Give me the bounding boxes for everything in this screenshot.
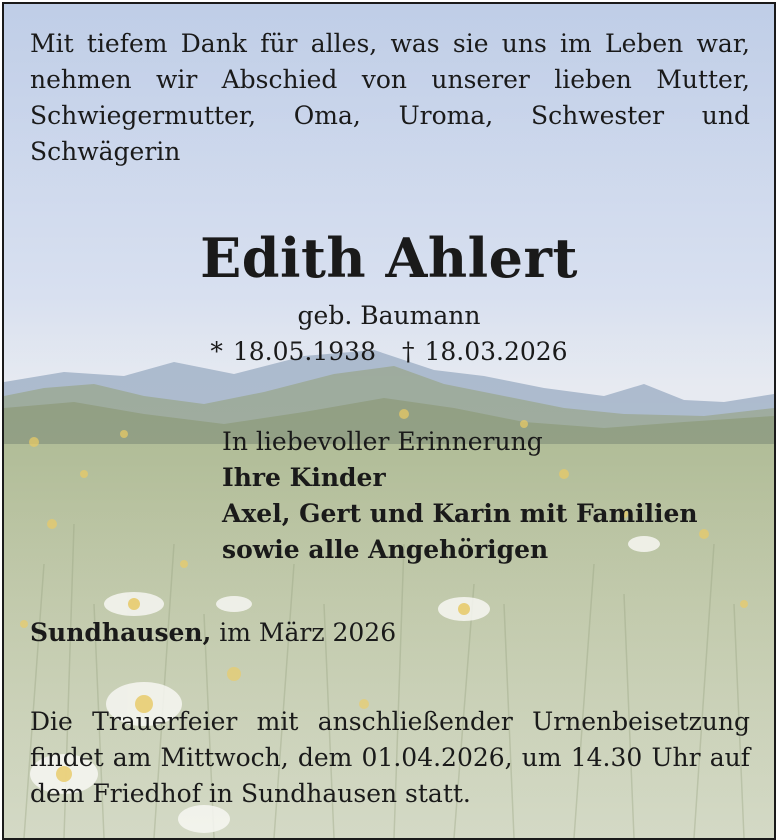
birth-date: * 18.05.1938 [210,337,376,366]
intro-text: Mit tiefem Dank für alles, was sie uns im Leben war, nehmen wir Abschied von unserer lieben Mutter, Schwiegermutter, Oma, Uroma, Schwester und Schwägerin [30,29,750,166]
children-names-line: Axel, Gert und Karin mit Familien [222,499,698,528]
mourners-block [222,424,698,568]
notice-date: im März 2026 [219,618,397,647]
place-name: Sundhausen, [30,618,212,647]
death-date: † 18.03.2026 [402,337,568,366]
place-date [30,618,396,647]
obituary-card [2,2,776,840]
life-dates [4,337,774,366]
birth-name: geb. Baumann [297,301,481,330]
relatives-line: sowie alle Angehörigen [222,535,549,564]
children-line: Ihre Kinder [222,463,386,492]
deceased-name: Edith Ahlert [200,226,578,290]
funeral-service-text: Die Trauerfeier mit anschließender Urnenbeisetzung findet am Mittwoch, dem 01.04.2026, um 14.30 Uhr auf dem Friedhof in Sundhausen statt. [30,707,750,808]
remembrance-line: In liebevoller Erinnerung [222,427,543,456]
